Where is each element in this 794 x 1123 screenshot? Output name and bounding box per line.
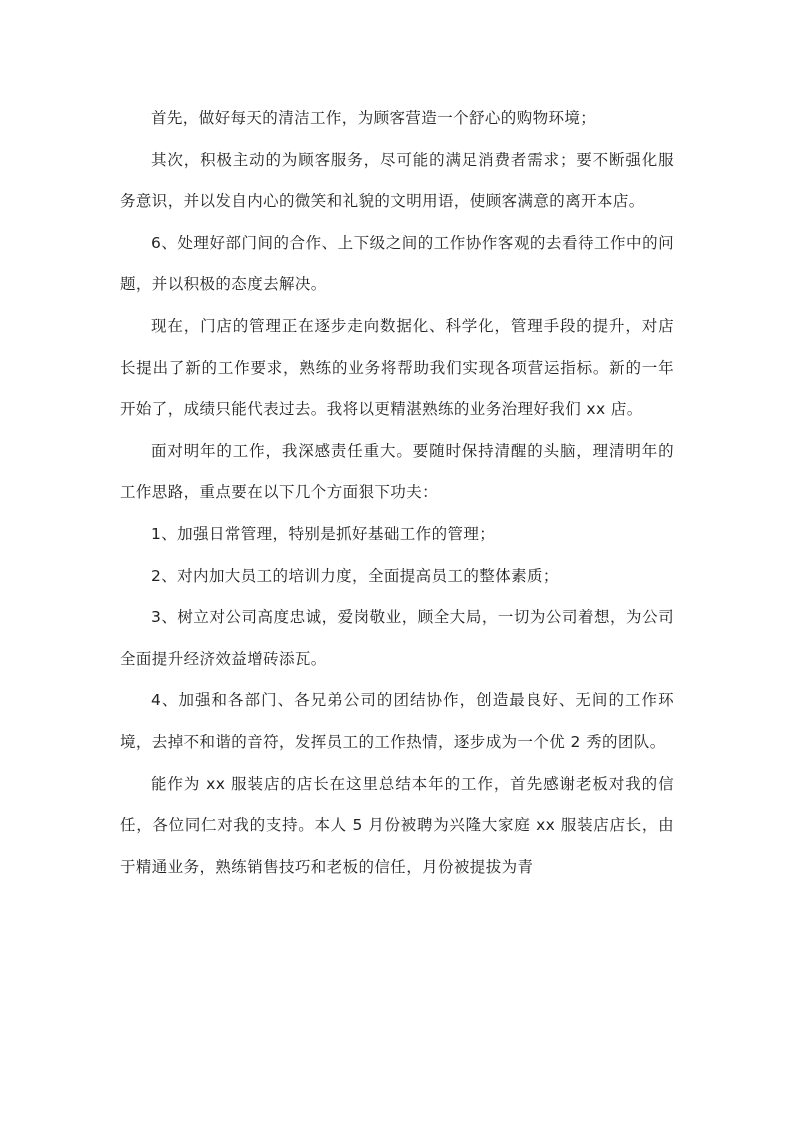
paragraph-service: 其次，积极主动的为顾客服务，尽可能的满足消费者需求；要不断强化服务意识，并以发自内心的微笑和礼貌的文明用语，使顾客满意的离开本店。 [120, 150, 674, 211]
paragraph-item-1: 1、加强日常管理，特别是抓好基础工作的管理； [151, 524, 496, 543]
paragraph-summary: 能作为 xx 服装店的店长在这里总结本年的工作，首先感谢老板对我的信任，各位同仁对我的支持。本人 5 月份被聘为兴隆大家庭 xx 服装店店长，由于精通业务，熟练销售技巧和老板的信任，月份被提拔为青 [120, 774, 674, 876]
paragraph-item-2: 2、对内加大员工的培训力度，全面提高员工的整体素质； [151, 566, 559, 585]
paragraph-item-6: 6、处理好部门间的合作、上下级之间的工作协作客观的去看待工作中的问题，并以积极的态度去解决。 [120, 233, 674, 294]
document-body [120, 98, 674, 888]
paragraph-cleaning: 首先，做好每天的清洁工作，为顾客营造一个舒心的购物环境； [151, 109, 597, 127]
paragraph-management: 现在，门店的管理正在逐步走向数据化、科学化，管理手段的提升，对店长提出了新的工作要求，熟练的业务将帮助我们实现各项营运指标。新的一年开始了，成绩只能代表过去。我将以更精湛熟练的业务治理好我们 xx 店。 [120, 316, 674, 419]
paragraph-item-4: 4、加强和各部门、各兄弟公司的团结协作，创造最良好、无间的工作环境，去掉不和谐的音符，发挥员工的工作热情，逐步成为一个优 2 秀的团队。 [120, 691, 674, 751]
paragraph-next-year: 面对明年的工作，我深感责任重大。要随时保持清醒的头脑，理清明年的工作思路，重点要在以下几个方面狠下功夫： [120, 441, 674, 502]
paragraph-item-3: 3、树立对公司高度忠诚，爱岗敬业，顾全大局，一切为公司着想，为公司全面提升经济效益增砖添瓦。 [120, 608, 674, 668]
